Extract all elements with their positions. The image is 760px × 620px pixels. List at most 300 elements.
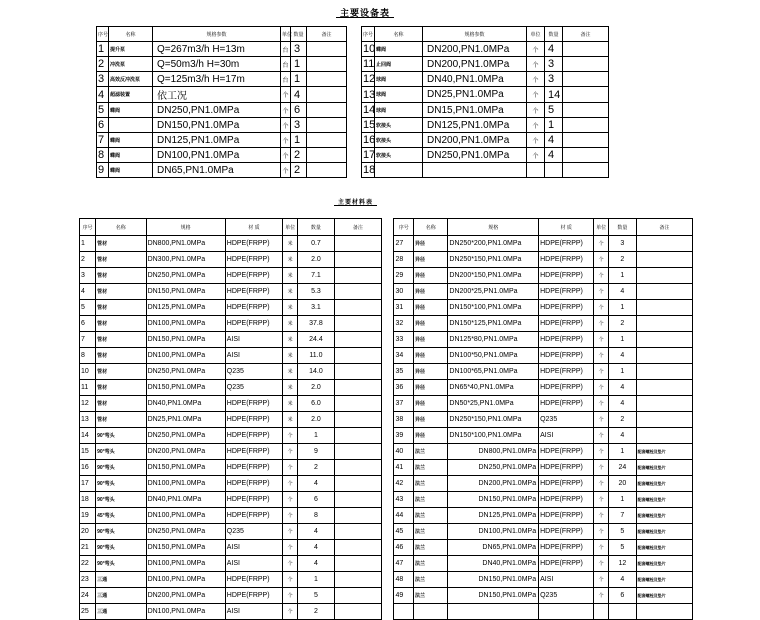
header-remark: 备注 [307, 27, 347, 42]
item-unit: 个 [527, 72, 545, 87]
row-number: 17 [80, 476, 96, 492]
item-quantity: 1 [291, 72, 307, 87]
item-remark [636, 348, 692, 364]
item-spec: DN200*150,PN1.0MPa [448, 268, 539, 284]
item-name: 三通 [96, 572, 147, 588]
row-number: 35 [394, 364, 414, 380]
item-remark: 配套螺栓及垫片 [636, 572, 692, 588]
item-spec: DN200,PN1.0MPa [423, 42, 527, 57]
item-material: HDPE(FRPP) [225, 236, 282, 252]
row-number: 5 [97, 103, 109, 118]
item-spec: DN65,PN1.0MPa [448, 540, 539, 556]
item-material: AISI [225, 332, 282, 348]
column-gap [381, 380, 394, 396]
item-name: 管材 [96, 380, 147, 396]
item-remark [334, 460, 381, 476]
item-spec: DN150*100,PN1.0MPa [448, 428, 539, 444]
column-gap [381, 300, 394, 316]
item-remark: 配套螺栓及垫片 [636, 540, 692, 556]
item-spec: DN50*25,PN1.0MPa [448, 396, 539, 412]
item-unit: 米 [283, 284, 298, 300]
equipment-table [96, 26, 609, 178]
item-name: 异径 [413, 300, 447, 316]
item-spec: DN100,PN1.0MPa [448, 524, 539, 540]
item-quantity: 5 [298, 588, 335, 604]
item-spec: DN40,PN1.0MPa [146, 396, 225, 412]
item-spec: DN250*150,PN1.0MPa [448, 412, 539, 428]
item-spec: DN250,PN1.0MPa [146, 268, 225, 284]
item-spec [423, 163, 527, 178]
row-number: 29 [394, 268, 414, 284]
item-quantity: 24.4 [298, 332, 335, 348]
item-remark [636, 604, 692, 620]
item-remark: 配套螺栓及垫片 [636, 524, 692, 540]
column-gap [347, 27, 362, 42]
item-material: HDPE(FRPP) [539, 508, 594, 524]
item-name: 法兰 [413, 460, 447, 476]
item-material: HDPE(FRPP) [539, 316, 594, 332]
item-name: 蝶阀 [109, 133, 153, 148]
item-remark [636, 412, 692, 428]
row-number: 12 [80, 396, 96, 412]
item-name: 90°弯头 [96, 476, 147, 492]
column-gap [381, 348, 394, 364]
item-remark: 配套螺栓及垫片 [636, 508, 692, 524]
header-name: 名称 [375, 27, 423, 42]
item-quantity: 3 [545, 57, 563, 72]
item-name: 管材 [96, 396, 147, 412]
item-remark: 配套螺栓及垫片 [636, 492, 692, 508]
column-gap [381, 444, 394, 460]
item-unit: 个 [283, 492, 298, 508]
header-no: 序号 [394, 219, 414, 236]
column-gap [381, 556, 394, 572]
row-number [394, 604, 414, 620]
table-row [97, 72, 609, 87]
item-spec: DN200,PN1.0MPa [146, 588, 225, 604]
item-quantity: 2.0 [298, 252, 335, 268]
row-number: 37 [394, 396, 414, 412]
item-material: AISI [225, 348, 282, 364]
item-remark [334, 364, 381, 380]
item-spec: DN125,PN1.0MPa [423, 118, 527, 133]
item-spec: 依工况 [153, 87, 281, 103]
item-unit: 米 [283, 348, 298, 364]
item-quantity: 8 [298, 508, 335, 524]
item-remark [334, 524, 381, 540]
column-gap [381, 604, 394, 620]
materials-header-row [80, 219, 693, 236]
item-quantity: 20 [609, 476, 637, 492]
item-spec: DN150,PN1.0MPa [146, 540, 225, 556]
item-name [375, 163, 423, 178]
table-row [80, 268, 693, 284]
item-remark [334, 348, 381, 364]
item-quantity: 3 [609, 236, 637, 252]
item-remark [334, 252, 381, 268]
item-quantity: 11.0 [298, 348, 335, 364]
item-material: HDPE(FRPP) [225, 492, 282, 508]
item-spec [448, 604, 539, 620]
item-remark [334, 444, 381, 460]
item-quantity: 1 [298, 572, 335, 588]
item-quantity: 1 [298, 428, 335, 444]
header-remark: 备注 [334, 219, 381, 236]
item-spec: DN125*80,PN1.0MPa [448, 332, 539, 348]
table-row [80, 236, 693, 252]
item-material: AISI [539, 572, 594, 588]
item-unit: 米 [283, 236, 298, 252]
row-number: 47 [394, 556, 414, 572]
item-unit: 个 [594, 396, 609, 412]
materials-table-title [338, 197, 373, 206]
item-material: HDPE(FRPP) [225, 252, 282, 268]
item-material: HDPE(FRPP) [539, 444, 594, 460]
table-row [97, 163, 609, 178]
item-spec: DN200,PN1.0MPa [146, 444, 225, 460]
item-quantity: 7.1 [298, 268, 335, 284]
item-remark [334, 556, 381, 572]
column-gap [347, 72, 362, 87]
item-unit: 个 [527, 103, 545, 118]
row-number: 14 [80, 428, 96, 444]
item-spec: DN250*200,PN1.0MPa [448, 236, 539, 252]
column-gap [381, 524, 394, 540]
item-name: 异径 [413, 316, 447, 332]
row-number: 49 [394, 588, 414, 604]
item-unit: 个 [594, 348, 609, 364]
item-remark [636, 428, 692, 444]
item-name: 止回阀 [375, 57, 423, 72]
item-remark [563, 133, 609, 148]
row-number: 6 [97, 118, 109, 133]
item-quantity: 6 [291, 103, 307, 118]
item-spec: DN100*50,PN1.0MPa [448, 348, 539, 364]
table-row [80, 604, 693, 620]
item-name: 软接头 [375, 133, 423, 148]
item-quantity: 3 [291, 42, 307, 57]
item-unit: 个 [594, 316, 609, 332]
item-name: 异径 [413, 332, 447, 348]
header-spec: 规格 [448, 219, 539, 236]
row-number: 12 [363, 73, 376, 85]
row-number: 36 [394, 380, 414, 396]
item-unit: 个 [283, 476, 298, 492]
table-row [80, 556, 693, 572]
header-no: 序号 [362, 27, 375, 42]
item-quantity: 1 [609, 444, 637, 460]
item-material: Q235 [225, 524, 282, 540]
item-name: 异径 [413, 364, 447, 380]
item-name: 管材 [96, 412, 147, 428]
item-name: 法兰 [413, 508, 447, 524]
row-number: 4 [97, 87, 109, 103]
title-underline [334, 205, 377, 206]
item-name: 软接头 [375, 118, 423, 133]
item-material: HDPE(FRPP) [539, 268, 594, 284]
item-unit: 个 [594, 572, 609, 588]
table-row [97, 148, 609, 163]
item-quantity: 4 [291, 87, 307, 103]
row-number: 3 [97, 72, 109, 87]
column-gap [381, 412, 394, 428]
materials-table [79, 218, 693, 620]
item-spec: DN250,PN1.0MPa [153, 103, 281, 118]
item-name: 异径 [413, 380, 447, 396]
header-material: 材 质 [539, 219, 594, 236]
item-unit: 个 [527, 87, 545, 103]
item-remark: 配套螺栓及垫片 [636, 556, 692, 572]
row-number: 27 [394, 236, 414, 252]
item-remark [334, 428, 381, 444]
item-spec: DN150,PN1.0MPa [448, 588, 539, 604]
column-gap [347, 42, 362, 57]
row-number: 22 [80, 556, 96, 572]
item-material: HDPE(FRPP) [539, 540, 594, 556]
table-row [80, 348, 693, 364]
item-spec: DN800,PN1.0MPa [448, 444, 539, 460]
item-name: 90°弯头 [96, 556, 147, 572]
item-unit: 米 [283, 268, 298, 284]
item-unit: 个 [594, 412, 609, 428]
row-number: 8 [80, 348, 96, 364]
item-remark: 配套螺栓及垫片 [636, 444, 692, 460]
column-gap [381, 588, 394, 604]
item-spec: DN150,PN1.0MPa [146, 284, 225, 300]
row-number: 48 [394, 572, 414, 588]
item-material: HDPE(FRPP) [539, 348, 594, 364]
materials-title-text: 主要材料表 [338, 199, 374, 206]
item-spec: DN100,PN1.0MPa [146, 508, 225, 524]
item-name: 90°弯头 [96, 444, 147, 460]
item-remark [307, 148, 347, 163]
row-number: 34 [394, 348, 414, 364]
row-number: 1 [80, 236, 96, 252]
item-remark [636, 380, 692, 396]
item-remark [307, 133, 347, 148]
item-material: Q235 [539, 588, 594, 604]
column-gap [381, 316, 394, 332]
header-qty: 数量 [291, 27, 307, 42]
item-remark [334, 380, 381, 396]
item-quantity: 14 [545, 87, 563, 103]
item-unit: 个 [283, 428, 298, 444]
item-unit: 个 [283, 604, 298, 620]
item-quantity: 4 [609, 428, 637, 444]
item-material: HDPE(FRPP) [225, 268, 282, 284]
row-number: 16 [80, 460, 96, 476]
item-unit: 米 [283, 316, 298, 332]
item-spec: DN200,PN1.0MPa [423, 57, 527, 72]
item-spec: DN800,PN1.0MPa [146, 236, 225, 252]
item-material: HDPE(FRPP) [225, 572, 282, 588]
item-quantity: 6 [298, 492, 335, 508]
item-name: 90°弯头 [96, 540, 147, 556]
item-quantity: 4 [545, 42, 563, 57]
item-unit: 个 [283, 444, 298, 460]
item-material: HDPE(FRPP) [225, 396, 282, 412]
item-spec: DN250,PN1.0MPa [423, 148, 527, 163]
item-spec: DN150,PN1.0MPa [448, 572, 539, 588]
table-row [97, 133, 609, 148]
table-row [80, 492, 693, 508]
column-gap [381, 476, 394, 492]
item-spec: DN250,PN1.0MPa [146, 428, 225, 444]
item-quantity: 2 [609, 412, 637, 428]
column-gap [381, 460, 394, 476]
item-unit: 个 [594, 428, 609, 444]
column-gap [381, 572, 394, 588]
item-material: HDPE(FRPP) [539, 556, 594, 572]
item-remark [334, 300, 381, 316]
item-quantity: 4 [298, 540, 335, 556]
item-material: HDPE(FRPP) [539, 284, 594, 300]
item-remark [334, 236, 381, 252]
item-quantity: 4 [609, 348, 637, 364]
header-remark: 备注 [636, 219, 692, 236]
item-unit: 个 [594, 476, 609, 492]
item-quantity: 6 [609, 588, 637, 604]
column-gap [381, 284, 394, 300]
row-number: 23 [80, 572, 96, 588]
row-number: 13 [80, 412, 96, 428]
item-spec: DN65*40,PN1.0MPa [448, 380, 539, 396]
header-unit: 单位 [527, 27, 545, 42]
item-material: AISI [225, 604, 282, 620]
column-gap [347, 103, 362, 118]
item-unit: 米 [283, 412, 298, 428]
item-quantity: 1 [609, 332, 637, 348]
item-name: 法兰 [413, 476, 447, 492]
row-number: 15 [80, 444, 96, 460]
item-remark [334, 492, 381, 508]
equipment-table-title [340, 6, 390, 19]
item-name: 管材 [96, 252, 147, 268]
row-number: 33 [394, 332, 414, 348]
item-quantity: 2 [298, 460, 335, 476]
table-row [80, 300, 693, 316]
item-material: HDPE(FRPP) [539, 300, 594, 316]
item-unit: 个 [283, 508, 298, 524]
row-number: 8 [97, 148, 109, 163]
item-spec: Q=125m3/h H=17m [153, 72, 281, 87]
item-name: 90°弯头 [96, 460, 147, 476]
item-spec: DN250*150,PN1.0MPa [448, 252, 539, 268]
item-unit: 个 [594, 236, 609, 252]
item-name: 软接头 [375, 148, 423, 163]
item-quantity: 4 [298, 556, 335, 572]
item-spec: DN150,PN1.0MPa [146, 332, 225, 348]
item-name: 法兰 [413, 556, 447, 572]
item-quantity: 2 [291, 148, 307, 163]
item-quantity: 7 [609, 508, 637, 524]
item-name: 管材 [96, 268, 147, 284]
item-quantity: 5 [609, 524, 637, 540]
item-quantity: 4 [609, 572, 637, 588]
item-material: HDPE(FRPP) [539, 460, 594, 476]
item-unit: 个 [281, 163, 291, 178]
item-unit: 个 [594, 332, 609, 348]
item-material [539, 604, 594, 620]
item-material: AISI [225, 556, 282, 572]
item-name: 异径 [413, 412, 447, 428]
item-name: 管材 [96, 236, 147, 252]
item-spec: DN100,PN1.0MPa [146, 316, 225, 332]
item-unit: 个 [283, 572, 298, 588]
item-remark [307, 163, 347, 178]
item-name: 法兰 [413, 540, 447, 556]
header-no: 序号 [97, 27, 109, 42]
item-remark: 配套螺栓及垫片 [636, 476, 692, 492]
item-name: 蝶阀 [109, 148, 153, 163]
item-name: 法兰 [413, 572, 447, 588]
item-name: 超滤装置 [109, 87, 153, 103]
item-remark [563, 148, 609, 163]
item-unit: 米 [283, 252, 298, 268]
item-remark [563, 103, 609, 118]
item-name: 蝶阀 [109, 163, 153, 178]
item-quantity: 1 [609, 300, 637, 316]
column-gap [381, 236, 394, 252]
item-spec: DN100,PN1.0MPa [146, 348, 225, 364]
table-row [80, 460, 693, 476]
item-material: HDPE(FRPP) [539, 236, 594, 252]
item-name: 90°弯头 [96, 428, 147, 444]
table-row [97, 87, 609, 103]
item-spec: Q=267m3/h H=13m [153, 42, 281, 57]
header-spec: 规格参数 [153, 27, 281, 42]
item-spec: DN100,PN1.0MPa [153, 148, 281, 163]
item-remark [636, 396, 692, 412]
item-material: HDPE(FRPP) [539, 476, 594, 492]
column-gap [381, 252, 394, 268]
item-remark [334, 476, 381, 492]
item-quantity: 5 [545, 103, 563, 118]
item-name: 法兰 [413, 524, 447, 540]
item-unit: 个 [594, 540, 609, 556]
item-name: 管材 [96, 316, 147, 332]
row-number: 42 [394, 476, 414, 492]
item-spec: DN65,PN1.0MPa [153, 163, 281, 178]
table-row [80, 412, 693, 428]
table-row [97, 57, 609, 72]
item-unit: 个 [283, 524, 298, 540]
item-unit: 个 [594, 268, 609, 284]
item-spec: DN100,PN1.0MPa [146, 604, 225, 620]
item-unit: 个 [594, 284, 609, 300]
item-spec: DN150,PN1.0MPa [146, 380, 225, 396]
item-remark [334, 508, 381, 524]
item-quantity [545, 163, 563, 178]
row-number: 16 [363, 134, 376, 146]
item-unit: 个 [281, 87, 291, 103]
item-quantity: 2 [291, 163, 307, 178]
header-unit: 单位 [281, 27, 291, 42]
item-remark [307, 103, 347, 118]
item-remark [563, 72, 609, 87]
item-spec: DN100,PN1.0MPa [146, 572, 225, 588]
item-unit: 米 [283, 396, 298, 412]
table-row [80, 524, 693, 540]
column-gap [381, 364, 394, 380]
header-name: 名称 [413, 219, 447, 236]
row-number: 17 [363, 149, 376, 161]
row-number: 9 [97, 163, 109, 178]
item-unit: 米 [283, 300, 298, 316]
row-number: 43 [394, 492, 414, 508]
item-remark [636, 364, 692, 380]
item-quantity: 5 [609, 540, 637, 556]
